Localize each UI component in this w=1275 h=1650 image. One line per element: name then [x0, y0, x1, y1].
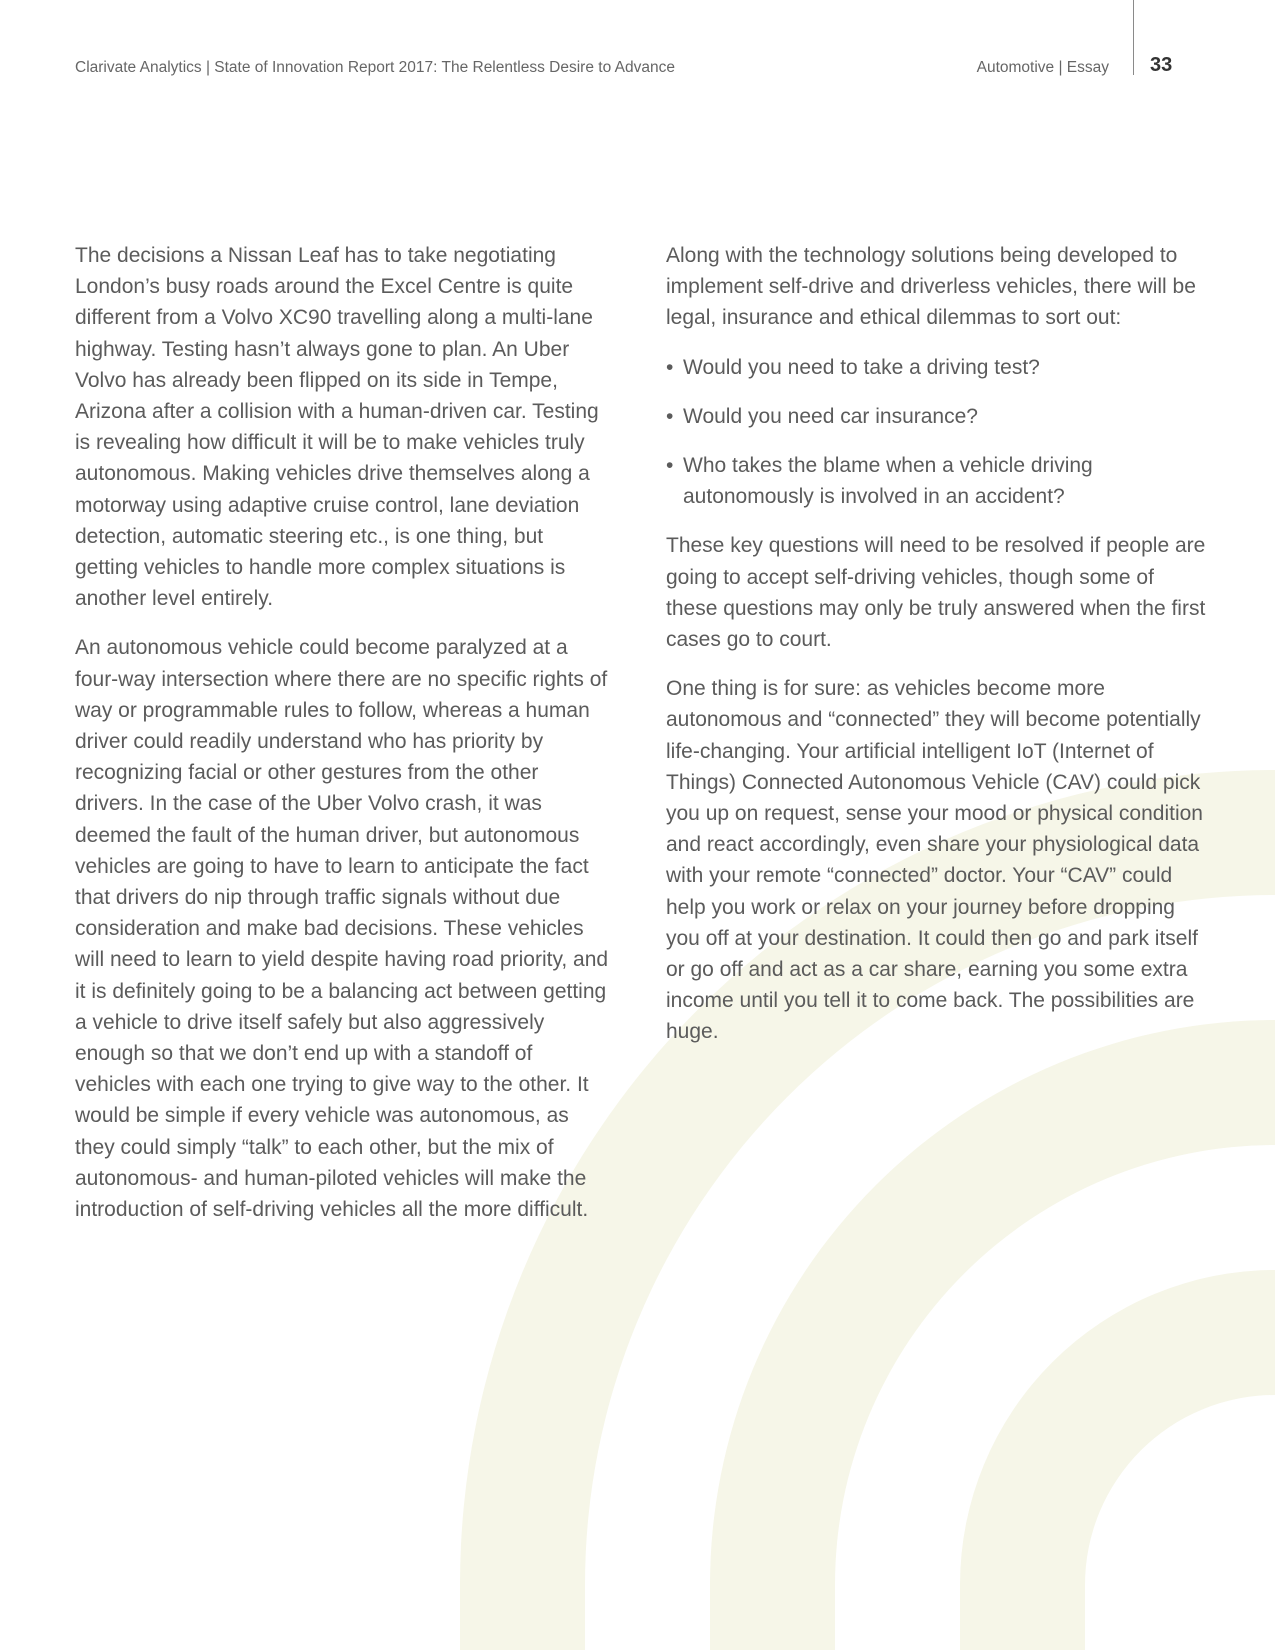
section-label: Automotive | Essay — [976, 59, 1109, 76]
header-divider — [1133, 0, 1134, 75]
left-column — [75, 240, 610, 1243]
list-item — [666, 401, 1206, 432]
paragraph: Along with the technology solutions being developed to implement self-drive and driverless vehicles, there will be legal, insurance and ethical dilemmas to sort out: — [666, 244, 1196, 330]
bullet-icon: • — [666, 355, 674, 379]
paragraph: The decisions a Nissan Leaf has to take negotiating London’s busy roads around the Excel Centre is quite different from a Volvo XC90 travelling along a multi-lane highway. Testing hasn’t always gone to plan. An Uber Volvo has already been flipped on its side in Tempe, Arizona after a collision with a human-driven car. Testing is revealing how difficult it will be to make vehicles truly autonomous. Making vehicles drive themselves along a motorway using adaptive cruise control, lane deviation detection, automatic steering etc., is one thing, but getting vehicles to handle more complex situations is another level entirely. — [75, 244, 599, 611]
right-column — [666, 240, 1206, 1066]
page-header — [0, 0, 1275, 90]
paragraph: One thing is for sure: as vehicles become more autonomous and “connected” they will become potentially life-changing. Your artificial intelligent IoT (Internet of Things) Connected Autonomous Vehicle (CAV) could pick you up on request, sense your mood or physical condition and react accordingly, even share your physiological data with your remote “connected” doctor. Your “CAV” could help you work or relax on your journey before dropping you off at your destination. It could then go and park itself or go off and act as a car share, earning you some extra income until you tell it to come back. The possibilities are huge. — [666, 677, 1203, 1044]
paragraph: These key questions will need to be resolved if people are going to accept self-driving vehicles, though some of these questions may only be truly answered when the first cases go to court. — [666, 534, 1206, 652]
question-list — [666, 352, 1206, 513]
list-item-text: Would you need to take a driving test? — [683, 355, 1040, 379]
list-item-text: Would you need car insurance? — [683, 404, 978, 428]
page-number: 33 — [1150, 54, 1173, 76]
bullet-icon: • — [666, 404, 674, 428]
bullet-icon: • — [666, 454, 674, 478]
list-item-text: Who takes the blame when a vehicle driving autonomously is involved in an accident? — [683, 454, 1093, 509]
paragraph: An autonomous vehicle could become paralyzed at a four-way intersection where there are no specific rights of way or programmable rules to follow, whereas a human driver could readily understand who has priority by recognizing facial or other gestures from the other drivers. In the case of the Uber Volvo crash, it was deemed the fault of the human driver, but autonomous vehicles are going to have to learn to anticipate the fact that drivers do nip through traffic signals without due consideration and make bad decisions. These vehicles will need to learn to yield despite having road priority, and it is definitely going to be a balancing act between getting a vehicle to drive itself safely but also aggressively enough so that we don’t end up with a standoff of vehicles with each one trying to give way to the other. It would be simple if every vehicle was autonomous, as they could simply “talk” to each other, but the mix of autonomous- and human-piloted vehicles will make the introduction of self-driving vehicles all the more difficult. — [75, 636, 609, 1222]
publication-title: Clarivate Analytics | State of Innovation Report 2017: The Relentless Desire to Advance — [75, 59, 675, 76]
list-item — [666, 352, 1206, 383]
list-item — [666, 450, 1206, 512]
arc-inner — [960, 1270, 1275, 1650]
